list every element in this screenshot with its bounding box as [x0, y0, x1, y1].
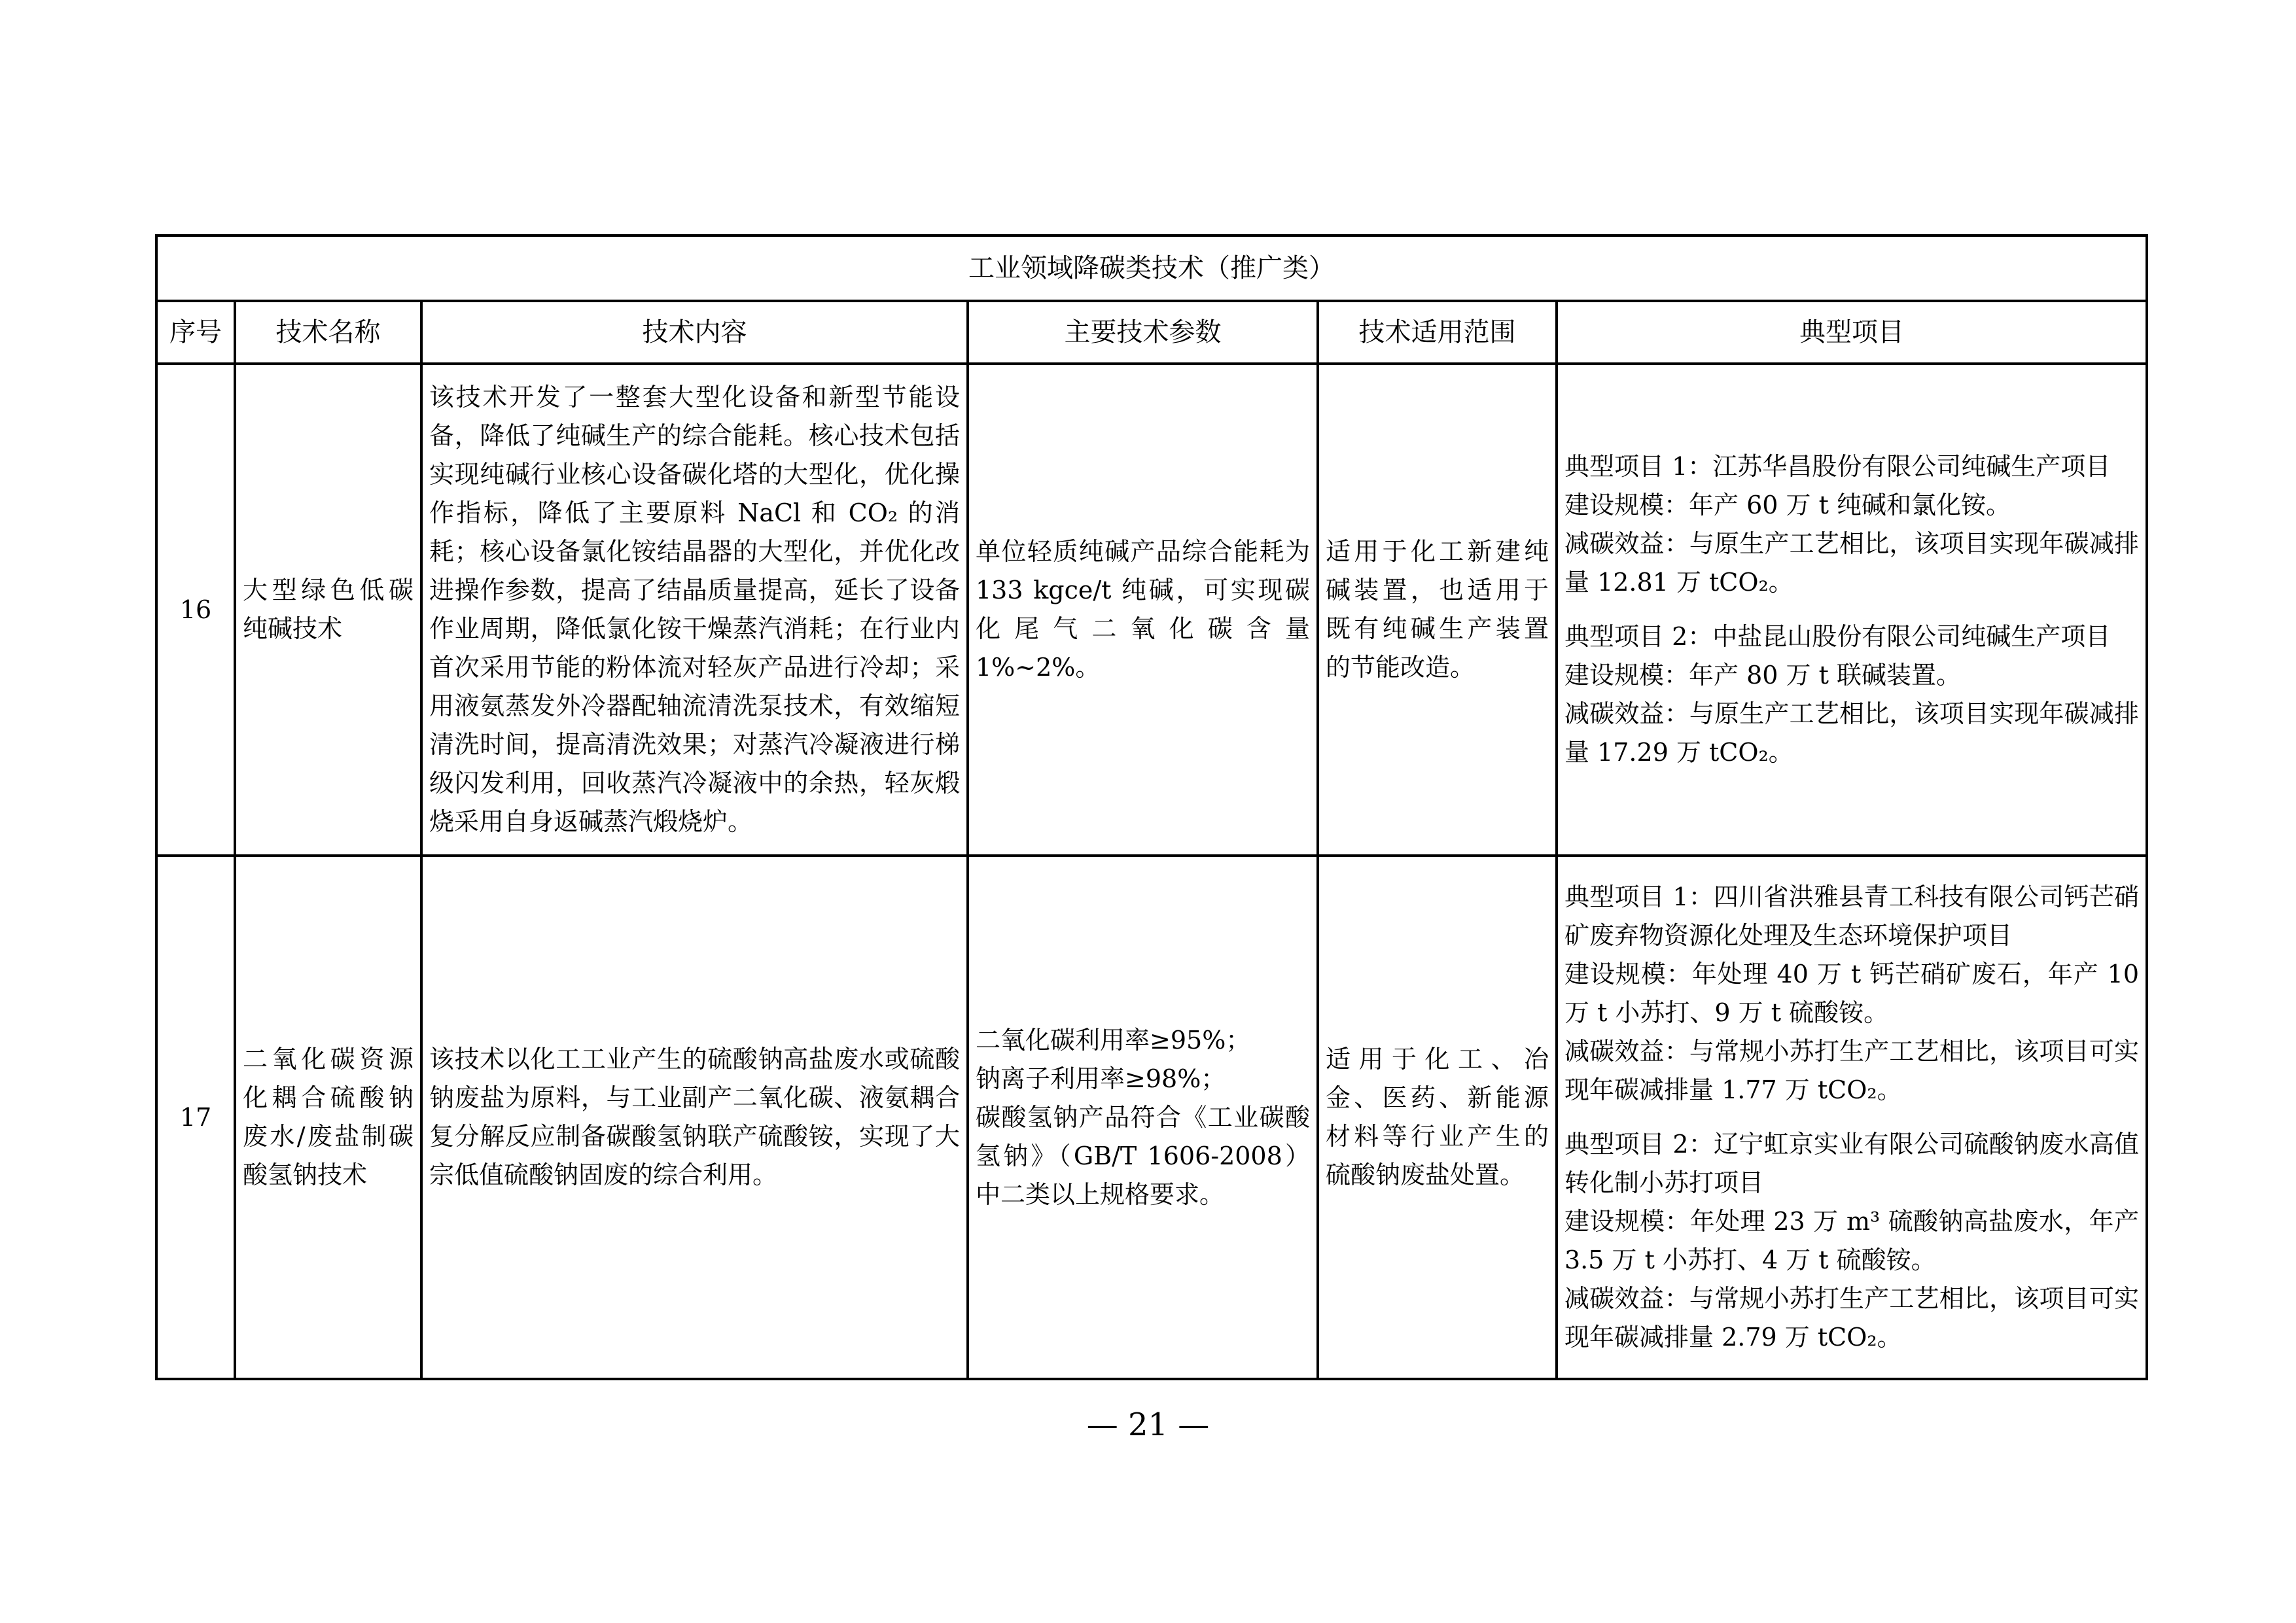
table-row	[156, 856, 2147, 1379]
project-benefit: 减碳效益：与常规小苏打生产工艺相比，该项目可实现年碳减排量 2.79 万 tCO₂。	[1564, 1284, 2140, 1352]
row-typical-projects	[1557, 364, 2147, 856]
row-tech-scope: 适用于化工新建纯碱装置，也适用于既有纯碱生产装置的节能改造。	[1318, 364, 1557, 856]
row-tech-scope: 适用于化工、冶金、医药、新能源材料等行业产生的硫酸钠废盐处置。	[1318, 856, 1557, 1379]
header-content: 技术内容	[421, 301, 968, 364]
row-tech-params: 单位轻质纯碱产品综合能耗为 133 kgce/t 纯碱，可实现碳化尾气二氧化碳含量 1%~2%。	[968, 364, 1318, 856]
table-title: 工业领域降碳类技术（推广类）	[156, 236, 2147, 301]
header-seq: 序号	[156, 301, 235, 364]
project-scale: 建设规模：年处理 23 万 m³ 硫酸钠高盐废水，年产 3.5 万 t 小苏打、4 万 t 硫酸铵。	[1564, 1207, 2140, 1274]
param-line: 钠离子利用率≥98%；	[976, 1064, 1226, 1093]
header-params: 主要技术参数	[968, 301, 1318, 364]
header-name: 技术名称	[235, 301, 421, 364]
project-benefit: 减碳效益：与原生产工艺相比，该项目实现年碳减排量 12.81 万 tCO₂。	[1564, 529, 2140, 597]
project-scale: 建设规模：年产 80 万 t 联碱装置。	[1564, 661, 1961, 689]
row-seq: 17	[156, 856, 235, 1379]
row-tech-name: 大型绿色低碳纯碱技术	[235, 364, 421, 856]
row-tech-params	[968, 856, 1318, 1379]
table-row	[156, 364, 2147, 856]
tech-table	[155, 234, 2148, 1380]
project-benefit: 减碳效益：与常规小苏打生产工艺相比，该项目可实现年碳减排量 1.77 万 tCO₂。	[1564, 1037, 2140, 1104]
header-row	[156, 301, 2147, 364]
project-title: 典型项目 2：中盐昆山股份有限公司纯碱生产项目	[1564, 622, 2111, 651]
param-line: 碳酸氢钠产品符合《工业碳酸氢钠》（GB/T 1606-2008）中二类以上规格要求。	[976, 1102, 1310, 1209]
header-scope: 技术适用范围	[1318, 301, 1557, 364]
row-tech-content: 该技术开发了一整套大型化设备和新型节能设备，降低了纯碱生产的综合能耗。核心技术包括实现纯碱行业核心设备碳化塔的大型化，优化操作指标，降低了主要原料 NaCl 和 CO₂ 的消耗；核心设备氯化铵结晶器的大型化，并优化改进操作参数，提高了结晶质量提高，延长了设备作业周期，降低氯化铵干燥蒸汽消耗；在行业内首次采用节能的粉体流对轻灰产品进行冷却；采用液氨蒸发外冷器配轴流清洗泵技术，有效缩短清洗时间，提高清洗效果；对蒸汽冷凝液进行梯级闪发利用，回收蒸汽冷凝液中的余热，轻灰煅烧采用自身返碱蒸汽煅烧炉。	[421, 364, 968, 856]
header-projects: 典型项目	[1557, 301, 2147, 364]
project-title: 典型项目 2：辽宁虹京实业有限公司硫酸钠废水高值转化制小苏打项目	[1564, 1130, 2140, 1197]
project-scale: 建设规模：年产 60 万 t 纯碱和氯化铵。	[1564, 491, 2011, 519]
row-tech-name: 二氧化碳资源化耦合硫酸钠废水/废盐制碳酸氢钠技术	[235, 856, 421, 1379]
row-tech-content: 该技术以化工工业产生的硫酸钠高盐废水或硫酸钠废盐为原料，与工业副产二氧化碳、液氨耦合复分解反应制备碳酸氢钠联产硫酸铵，实现了大宗低值硫酸钠固废的综合利用。	[421, 856, 968, 1379]
row-seq: 16	[156, 364, 235, 856]
project-title: 典型项目 1：江苏华昌股份有限公司纯碱生产项目	[1564, 452, 2111, 481]
project-scale: 建设规模：年处理 40 万 t 钙芒硝矿废石，年产 10 万 t 小苏打、9 万 t 硫酸铵。	[1564, 960, 2140, 1027]
page-number: — 21 —	[1086, 1406, 1210, 1443]
param-line: 二氧化碳利用率≥95%；	[976, 1025, 1251, 1055]
row-typical-projects	[1557, 856, 2147, 1379]
project-benefit: 减碳效益：与原生产工艺相比，该项目实现年碳减排量 17.29 万 tCO₂。	[1564, 699, 2140, 767]
project-title: 典型项目 1：四川省洪雅县青工科技有限公司钙芒硝矿废弃物资源化处理及生态环境保护项目	[1564, 882, 2140, 950]
